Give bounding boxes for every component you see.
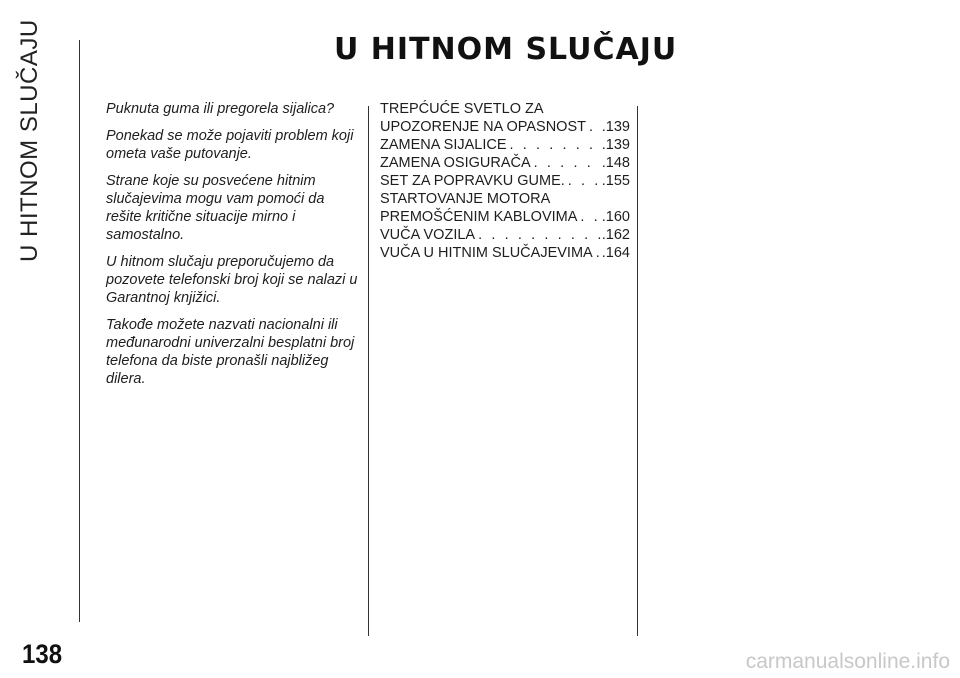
toc-item-label: UPOZORENJE NA OPASNOST: [380, 119, 586, 135]
toc-leader-dots: [593, 244, 601, 262]
toc-leader-dots: [586, 118, 601, 136]
table-of-contents: [380, 100, 630, 262]
toc-item-label: PREMOŠĆENIM KABLOVIMA: [380, 209, 578, 225]
toc-item[interactable]: [380, 190, 630, 226]
toc-leader-dots: [577, 208, 600, 226]
toc-item-page: .164: [601, 245, 630, 261]
intro-paragraph: Takođe možete nazvati nacionalni ili međunarodni univerzalni besplatni broj telefona da biste pronašli najbližeg dilera.: [106, 317, 355, 387]
toc-item-label: ZAMENA SIJALICE: [380, 137, 507, 153]
toc-leader-dots: [475, 226, 601, 244]
toc-item-page: .139: [601, 137, 630, 153]
toc-item-label: VUČA U HITNIM SLUČAJEVIMA: [380, 245, 593, 261]
toc-item-page: .160: [601, 209, 630, 225]
toc-item[interactable]: [380, 226, 630, 244]
toc-leader-dots: [507, 136, 601, 154]
toc-item-label-line: STARTOVANJE MOTORA: [380, 191, 551, 207]
page-title: U HITNOM SLUČAJU: [334, 32, 678, 67]
toc-item-page: .155: [601, 173, 630, 189]
intro-text: [106, 100, 358, 397]
intro-paragraph: Strane koje su posvećene hitnim slučajevima mogu vam pomoći da rešite kritične situacije mirno i samostalno.: [106, 173, 325, 243]
section-tab-title: U HITNOM SLUČAJU: [16, 19, 43, 262]
toc-item-label: SET ZA POPRAVKU GUME.: [380, 173, 565, 189]
toc-item-label: ZAMENA OSIGURAČA: [380, 155, 531, 171]
toc-item[interactable]: [380, 154, 630, 172]
toc-item-label-line: TREPĆUĆE SVETLO ZA: [380, 101, 544, 117]
toc-item-page: .139: [601, 119, 630, 135]
toc-leader-dots: [565, 172, 601, 190]
toc-item[interactable]: [380, 100, 630, 136]
page-number: 138: [22, 640, 63, 670]
watermark-text: carmanualsonline.info: [745, 650, 950, 673]
toc-item-page: .162: [601, 227, 630, 243]
toc-leader-dots: [531, 154, 601, 172]
toc-item-label: VUČA VOZILA: [380, 227, 476, 243]
intro-paragraph: Puknuta guma ili pregorela sijalica?: [106, 101, 335, 117]
toc-item[interactable]: [380, 136, 630, 154]
section-tab-divider: [79, 40, 80, 622]
toc-item-page: .148: [601, 155, 630, 171]
column-divider: [637, 106, 638, 636]
column-divider: [368, 106, 369, 636]
intro-paragraph: Ponekad se može pojaviti problem koji ometa vaše putovanje.: [106, 128, 354, 162]
intro-paragraph: U hitnom slučaju preporučujemo da pozovete telefonski broj koji se nalazi u Garantnoj knjižici.: [106, 254, 358, 306]
toc-item[interactable]: [380, 172, 630, 190]
toc-item[interactable]: [380, 244, 630, 262]
